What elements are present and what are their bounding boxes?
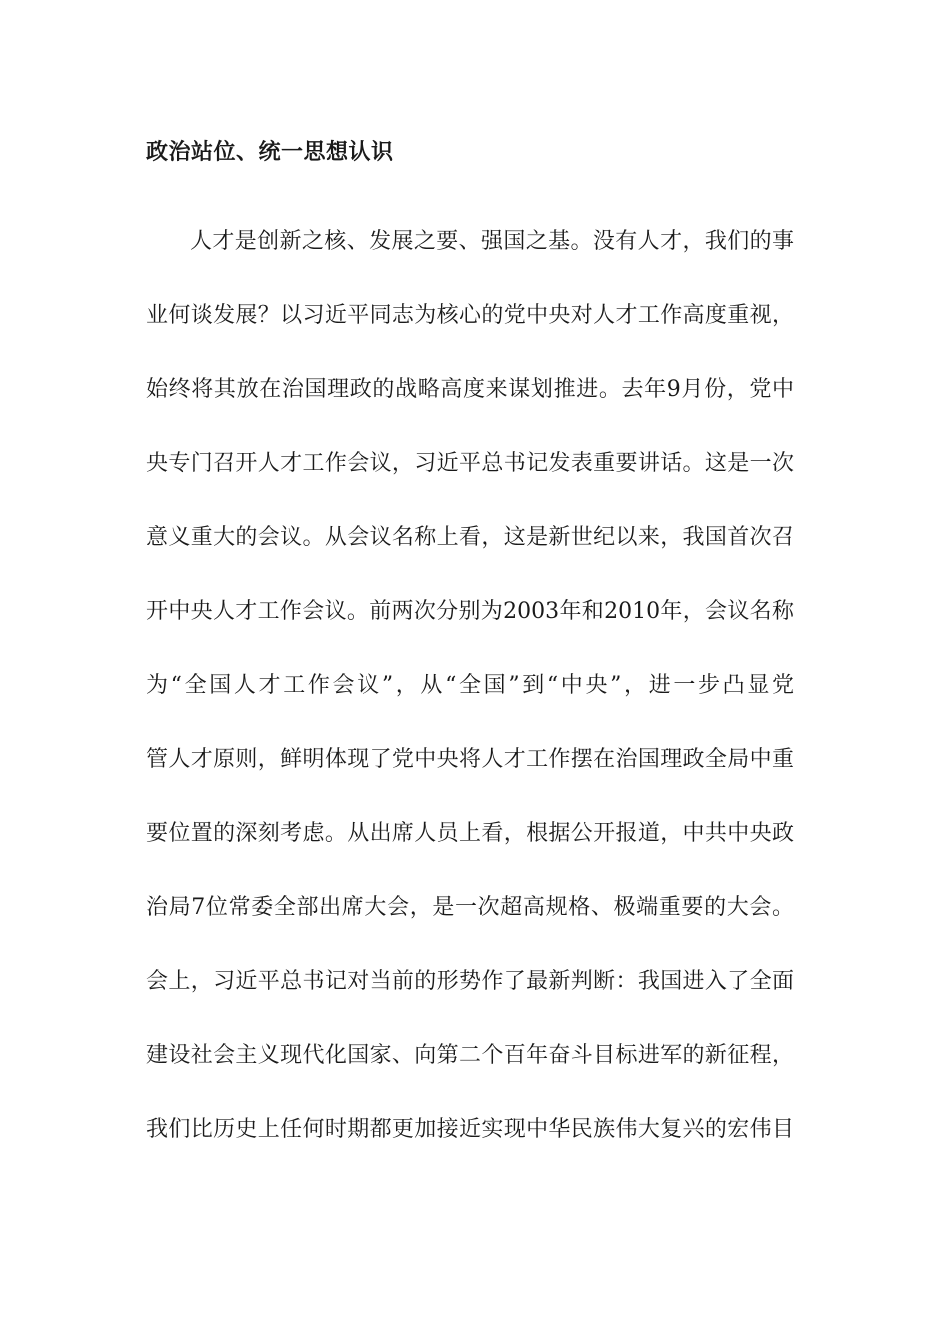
paragraph-line: 建设社会主义现代化国家、向第二个百年奋斗目标进军的新征程， <box>146 1043 794 1068</box>
paragraph-line: 意义重大的会议。从会议名称上看，这是新世纪以来，我国首次召 <box>146 525 794 550</box>
paragraph-line: 为“全国人才工作会议”，从“全国”到“中央”，进一步凸显党 <box>146 673 794 698</box>
paragraph-line: 人才是创新之核、发展之要、强国之基。没有人才，我们的事 <box>190 229 794 254</box>
paragraph-line: 要位置的深刻考虑。从出席人员上看，根据公开报道，中共中央政 <box>146 821 794 846</box>
paragraph-line: 业何谈发展？以习近平同志为核心的党中央对人才工作高度重视， <box>146 303 794 328</box>
section-heading: 政治站位、统一思想认识 <box>146 139 394 165</box>
paragraph-line: 始终将其放在治国理政的战略高度来谋划推进。去年9月份，党中 <box>146 377 794 402</box>
paragraph-line: 我们比历史上任何时期都更加接近实现中华民族伟大复兴的宏伟目 <box>146 1117 794 1142</box>
paragraph-line: 会上，习近平总书记对当前的形势作了最新判断：我国进入了全面 <box>146 969 794 994</box>
paragraph-line: 治局7位常委全部出席大会，是一次超高规格、极端重要的大会。 <box>146 895 794 920</box>
paragraph-line: 开中央人才工作会议。前两次分别为2003年和2010年，会议名称 <box>146 599 794 624</box>
paragraph-line: 央专门召开人才工作会议，习近平总书记发表重要讲话。这是一次 <box>146 451 794 476</box>
paragraph-line: 管人才原则，鲜明体现了党中央将人才工作摆在治国理政全局中重 <box>146 747 794 772</box>
